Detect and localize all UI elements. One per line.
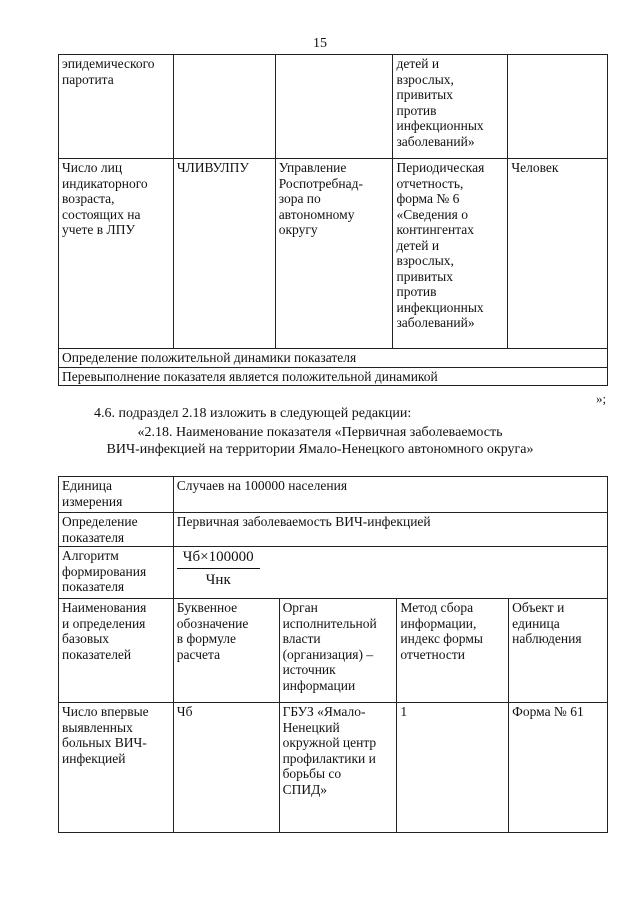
paragraph-heading: «2.18. Наименование показателя «Первичная заболеваемость ВИЧ-инфекцией на территории Ямало-Ненецкого автономного округа»: [106, 425, 534, 457]
header-cell: Объект и единица наблюдения: [509, 599, 608, 703]
table-cell: 1: [397, 703, 509, 833]
unit-label: Единица измерения: [59, 477, 174, 513]
table-cell: Человек: [508, 159, 608, 349]
table-row: [59, 547, 608, 599]
paragraph-instruction: 4.6. подраздел 2.18 изложить в следующей редакции:: [94, 406, 412, 421]
definition-value: Первичная заболеваемость ВИЧ-инфекцией: [173, 513, 607, 547]
quote-end: »;: [596, 391, 607, 406]
table-cell: Форма № 61: [509, 703, 608, 833]
table-cell: ГБУЗ «Ямало- Ненецкий окружной центр профилактики и борьбы со СПИД»: [279, 703, 397, 833]
formula-cell: [173, 547, 607, 599]
table-cell: Число лиц индикаторного возраста, состоящих на учете в ЛПУ: [59, 159, 174, 349]
header-cell: Орган исполнительной власти (организация) – источник информации: [279, 599, 397, 703]
indicator-table-continued: [58, 54, 608, 386]
indicator-table: [58, 476, 608, 833]
table-row: [59, 513, 608, 547]
table-row: [59, 703, 608, 833]
table-row: [59, 159, 608, 349]
formula-denominator: Чнк: [205, 571, 231, 588]
table-cell: эпидемического паротита: [59, 55, 174, 159]
table-cell-full: Перевыполнение показателя является положительной динамикой: [59, 367, 608, 386]
table-cell: Чб: [173, 703, 279, 833]
header-cell: Наименования и определения базовых показателей: [59, 599, 174, 703]
table-cell: Число впервые выявленных больных ВИЧ- инфекцией: [59, 703, 174, 833]
table-row: [59, 367, 608, 386]
table-cell: детей и взрослых, привитых против инфекционных заболеваний»: [393, 55, 508, 159]
algorithm-label: Алгоритм формирования показателя: [59, 547, 174, 599]
table-cell: [508, 55, 608, 159]
table-cell: ЧЛИВУЛПУ: [173, 159, 275, 349]
header-cell: Буквенное обозначение в формуле расчета: [173, 599, 279, 703]
table-cell: [173, 55, 275, 159]
table-row: [59, 477, 608, 513]
table-row: [59, 55, 608, 159]
table-cell-full: Определение положительной динамики показателя: [59, 349, 608, 368]
definition-label: Определение показателя: [59, 513, 174, 547]
table-cell: Периодическая отчетность, форма № 6 «Сведения о контингентах детей и взрослых, привитых против инфекционных заболеваний»: [393, 159, 508, 349]
formula: [177, 550, 260, 588]
table-row: [59, 349, 608, 368]
unit-value: Случаев на 100000 населения: [173, 477, 607, 513]
page-number: 15: [313, 36, 327, 51]
formula-numerator: Чб×100000: [177, 550, 260, 569]
table-cell: [275, 55, 393, 159]
table-cell: Управление Роспотребнад- зора по автономному округу: [275, 159, 393, 349]
header-cell: Метод сбора информации, индекс формы отчетности: [397, 599, 509, 703]
table-header-row: [59, 599, 608, 703]
